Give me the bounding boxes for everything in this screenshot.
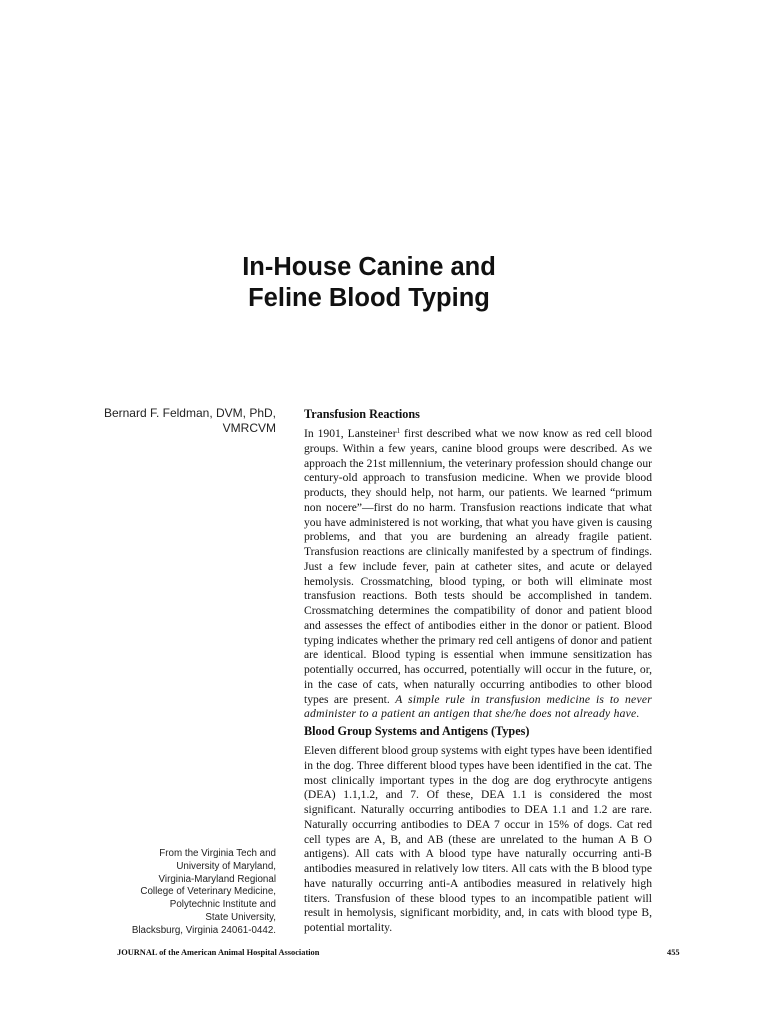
section-body: Eleven different blood group systems with eight types have been identified in the dog. Three different blood types have been identified in the cat. The most clinically important types in the dog are dog erythrocyte antigens (DEA) 1.1,1.2, and 7. Of these, DEA 1.1 is considered the most significant. Naturally occurring antibodies to DEA 1.1 and 1.2 are rare. Naturally occurring antibodies to DEA 7 occur in 15% of dogs. Cat red cell types are A, B, and AB (these are unrelated to the human A B O antigens). All cats with A blood type have naturally occurring anti-B antibodies measured in relatively low titers. All cats with the B blood type have naturally occurring anti-A antibodies measured in relatively high titers. Transfusion of these blood types to an incompatible patient will result in hemolysis, significant morbidity, and, in cats with blood type B, potential mortality.	[304, 744, 652, 934]
journal-name: JOURNAL of the American Animal Hospital Association	[117, 948, 320, 957]
author-credentials: VMRCVM	[222, 421, 276, 435]
affiliation-line: State University,	[205, 911, 276, 923]
affiliation-line: Polytechnic Institute and	[169, 899, 276, 911]
citation-superscript: 1	[396, 427, 401, 435]
section-body	[304, 427, 652, 722]
body-intro: In 1901, Lansteiner	[304, 427, 397, 440]
title-line-1: In-House Canine and	[242, 253, 496, 281]
affiliation-line: University of Maryland,	[176, 860, 276, 872]
author-byline	[60, 406, 276, 436]
author-name: Bernard F. Feldman, DVM, PhD,	[103, 406, 276, 420]
section-blood-group-systems	[304, 724, 652, 936]
affiliation-line: Blacksburg, Virginia 24061-0442.	[131, 924, 276, 936]
section-heading: Transfusion Reactions	[304, 407, 420, 421]
title-line-2: Feline Blood Typing	[248, 284, 490, 312]
section-heading: Blood Group Systems and Antigens (Types)	[304, 724, 530, 738]
section-transfusion-reactions	[304, 407, 652, 722]
body-text: first described what we now know as red cell blood groups. Within a few years, canine blood groups were described. As we approach the 21st millennium, the veterinary profession should change our century-old approach to transfusion medicine. When we provide blood products, they should help, not harm, our patients. We learned “primum non nocere”—first do no harm. Transfusion reactions indicate that what you have administered is not working, that what you have given is causing problems, and that you are burdening an already fragile patient. Transfusion reactions are clinically manifested by a spectrum of findings. Just a few include fever, pain at catheter sites, and acute or delayed hemolysis. Crossmatching, blood typing, or both will eliminate most transfusion reactions. Both tests should be accomplished in tandem. Crossmatching determines the compatibility of donor and patient blood and assesses the effect of antibodies either in the donor or patient. Blood typing indicates whether the primary red cell antigens of donor and patient are identical. Blood typing is essential when immune sensitization has potentially occurred, has occurred, potentially will occur in the future, or, in the case of cats, when naturally occurring antibodies to other blood types are present.	[304, 427, 652, 706]
article-title	[0, 252, 738, 314]
affiliation-line: From the Virginia Tech and	[159, 848, 276, 859]
affiliation-line: Virginia-Maryland Regional	[158, 873, 276, 885]
affiliation-line: College of Veterinary Medicine,	[140, 886, 276, 898]
page-number: 455	[667, 948, 680, 957]
affiliation-note	[60, 848, 276, 938]
emphasized-rule: A simple rule in transfusion medicine is to never administer to a patient an antigen that she/he does not already have.	[304, 692, 652, 721]
